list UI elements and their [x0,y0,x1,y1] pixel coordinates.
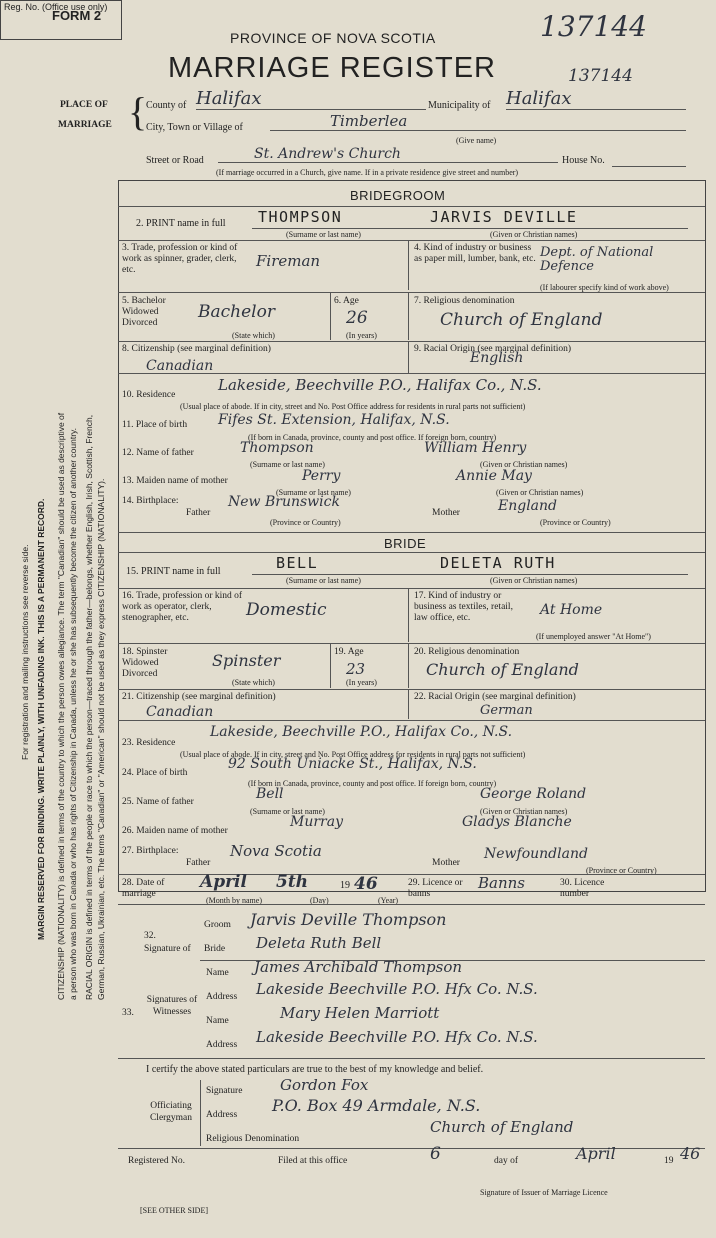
issuer-hint: Signature of Issuer of Marriage Licence [480,1188,608,1197]
groom-mother-label: 13. Maiden name of mother [122,476,228,486]
clergy-address: P.O. Box 49 Armdale, N.S. [272,1096,481,1115]
church-value: St. Andrew's Church [218,146,558,163]
rule [118,904,705,905]
county-value: Halifax [196,88,426,110]
street-label: Street or Road [146,155,204,166]
at-home-hint: (If unemployed answer "At Home") [536,632,651,641]
rule [408,341,409,373]
bride-sig-label: Bride [204,944,226,954]
bride-father-given: George Roland [480,786,587,802]
clergy-address-label: Address [206,1110,238,1120]
rule [118,552,705,553]
registered-label: Registered No. [128,1156,185,1166]
day-of-label: day of [494,1156,519,1166]
w2-address: Lakeside Beechville P.O. Hfx Co. N.S. [256,1028,538,1046]
bride-father-lbl: Father [186,858,211,868]
rule [330,292,331,340]
rule [330,643,331,688]
bride-origin: German [480,703,533,718]
house-line [612,166,686,167]
bride-status-label: 18. Spinster Widowed Divorced [122,647,168,679]
margin-racial-def-1: RACIAL ORIGIN is defined in terms of the people or race to which the person—traced through the father—belongs, whether English, Irish, Scottish, French, [84,414,94,1000]
rule [118,720,705,721]
place-note: (If marriage occurred in a Church, give name. If in a private residence give street and number) [216,168,519,177]
rule [118,1148,705,1149]
clergy-denom: Church of England [430,1118,574,1136]
municipality-label: Municipality of [428,100,491,111]
groom-father-given: William Henry [424,440,527,456]
mother-label: Mother [432,508,460,518]
bride-given-hint: (Given or Christian names) [490,576,578,585]
rule [118,341,705,342]
banns-label: 29. Licence or banns [408,878,463,899]
bride-given: DELETA RUTH [440,554,556,572]
form-number: FORM 2 [52,8,102,23]
bride-birthplace: 92 South Uniacke St., Halifax, N.S. [228,756,477,772]
bride-origin-label: 22. Racial Origin (see marginal definition) [414,692,576,702]
bride-mother-label: 26. Maiden name of mother [122,826,228,836]
house-label: House No. [562,155,605,166]
rule [118,532,705,533]
w2-name-label: Name [206,1016,229,1026]
bride-religion: Church of England [426,660,579,679]
bride-surname-hint-2: (Surname or last name) [250,807,325,816]
groom-father-surname: Thompson [240,440,314,456]
day-hint: (Day) [310,896,329,905]
bride-name-label: 15. PRINT name in full [126,566,221,577]
rule [408,689,409,719]
bride-mother-given: Gladys Blanche [462,814,572,830]
w1-address: Lakeside Beechville P.O. Hfx Co. N.S. [256,980,538,998]
bride-prov-hint: (Province or Country) [586,866,657,875]
date-label: 28. Date of marriage [122,878,165,899]
place-label-1: PLACE OF [60,100,108,110]
sig-label: 32. Signature of [144,931,191,954]
groom-trade-label: 3. Trade, profession or kind of work as spinner, grader, clerk, etc. [122,243,238,275]
in-years-hint: (In years) [346,331,377,340]
bride-birthplaces-label: 27. Birthplace: [122,846,179,856]
see-other-side: [SEE OTHER SIDE] [140,1206,208,1215]
residence-hint: (Usual place of abode. If in city, street and No. Post Office address for residents in rural parts not sufficient) [180,402,526,411]
filed-month: April [576,1144,616,1163]
rule [408,292,409,340]
bride-status: Spinster [212,651,281,670]
bride-residence: Lakeside, Beechville P.O., Halifax Co., N.S. [210,724,513,740]
bride-surname-hint: (Surname or last name) [286,576,361,585]
rule [118,373,705,374]
rule [408,588,409,642]
groom-given: JARVIS DEVILLE [430,208,578,226]
filed-day: 6 [430,1144,441,1164]
county-label: County of [146,100,187,111]
rule [252,574,688,575]
margin-instructions: For registration and mailing instructions see reverse side. [20,544,30,760]
bride-mother-surname: Murray [290,814,343,830]
groom-name-label: 2. PRINT name in full [136,218,226,229]
groom-birthplace-label: 11. Place of birth [122,420,188,430]
father-label: Father [186,508,211,518]
bride-father-birth: Nova Scotia [230,842,322,860]
groom-birthplaces-label: 14. Birthplace: [122,496,179,506]
groom-origin: English [470,350,524,366]
surname-hint: (Surname or last name) [286,230,361,239]
bride-signature: Deleta Ruth Bell [256,934,382,952]
filed-year: 46 [680,1144,701,1163]
reg-label: Reg. No. (Office use only) [4,2,108,12]
bride-mother-birth: Newfoundland [484,846,588,862]
bride-industry-label: 17. Kind of industry or business as textiles, retail, law office, etc. [414,591,513,623]
bride-surname: BELL [276,554,319,572]
reg-number: 137144 [568,66,633,86]
brace: { [128,89,148,134]
groom-citizenship-label: 8. Citizenship (see marginal definition) [122,344,271,354]
bride-birthplace-hint: (If born in Canada, province, county and post office. If foreign born, country) [248,779,497,788]
province-heading: PROVINCE OF NOVA SCOTIA [230,30,436,46]
bride-trade-label: 16. Trade, profession or kind of work as operator, clerk, stenographer, etc. [122,591,243,623]
groom-residence: Lakeside, Beechville P.O., Halifax Co., N.S. [218,376,542,394]
rule [200,1080,201,1146]
city-value: Timberlea [270,112,686,131]
year-hint: (Year) [378,896,399,905]
w1-name: James Archibald Thompson [254,958,463,976]
labourer-hint: (If labourer specify kind of work above) [540,283,669,292]
groom-religion: Church of England [440,310,603,330]
bridegroom-heading: BRIDEGROOM [350,188,446,203]
bride-residence-label: 23. Residence [122,738,176,748]
given-hint: (Given or Christian names) [490,230,578,239]
birthplace-hint: (If born in Canada, province, county and post office. If foreign born, country) [248,433,497,442]
groom-origin-label: 9. Racial Origin (see marginal definition) [414,344,572,354]
licence-number-label: 30. Licence number [560,878,605,899]
groom-industry: Dept. of National Defence [540,245,654,274]
margin-binding-notice: MARGIN RESERVED FOR BINDING. WRITE PLAINLY, WITH UNFADING INK. THIS IS A PERMANENT RECORD. [36,498,46,940]
groom-surname: THOMPSON [258,208,343,226]
groom-mother-birth: England [498,498,558,514]
surname-hint-3: (Surname or last name) [276,488,351,497]
margin-citizenship-def-1: CITIZENSHIP (NATIONALITY) is defined in terms of the country to which the person owes allegiance. The term "Canadian" should be used as descriptive of [56,412,66,1000]
groom-status: Bachelor [198,302,275,322]
groom-mother-surname: Perry [302,468,341,484]
witness-label: Signatures of Witnesses [146,995,198,1017]
rule [408,643,409,688]
marriage-month: April [200,872,247,892]
clergy-signature: Gordon Fox [280,1076,369,1094]
w1-name-label: Name [206,968,229,978]
rule [118,240,705,241]
filed-year-prefix: 19 [664,1156,674,1166]
surname-hint-2: (Surname or last name) [250,460,325,469]
rule [118,1058,705,1059]
bride-state-hint: (State which) [232,678,275,687]
bride-residence-hint: (Usual place of abode. If in city, street and No. Post Office address for residents in rural parts not sufficient) [180,750,526,759]
groom-industry-label: 4. Kind of industry or business as paper mill, lumber, bank, etc. [414,243,536,264]
stamped-number: 137144 [540,10,647,43]
groom-status-label: 5. Bachelor Widowed Divorced [122,296,166,328]
bride-trade: Domestic [246,600,327,620]
officiating-label: Officiating Clergyman [149,1101,193,1123]
rule [118,689,705,690]
bride-religion-label: 20. Religious denomination [414,647,520,657]
rule [118,588,705,589]
bride-industry: At Home [540,602,603,618]
witness-num: 33. [122,1008,134,1018]
groom-mother-given: Annie May [456,468,532,484]
rule [118,643,705,644]
w2-address-label: Address [206,1040,238,1050]
margin-racial-def-2: German, Russian, Ukrainian, etc. The terms "Canadian" or "American" should not be used as they express CITIZENSHIP (NATIONALITY). [96,478,106,1000]
groom-birthplace: Fifes St. Extension, Halifax, N.S. [218,412,450,428]
w2-name: Mary Helen Marriott [280,1004,440,1022]
groom-father-birth: New Brunswick [228,494,340,510]
marriage-day: 5th [276,872,309,892]
margin-citizenship-def-2: a person who was born in Canada or who has rights of Citizenship in Canada, unless he or she has subsequently become the citizen of another country. [68,427,78,1000]
certify-statement: I certify the above stated particulars are true to the best of my knowledge and belief. [146,1064,484,1075]
groom-age-label: 6. Age [334,296,359,306]
rule [252,228,688,229]
groom-father-label: 12. Name of father [122,448,194,458]
rule [408,240,409,290]
groom-citizenship: Canadian [146,358,214,374]
given-hint-2: (Given or Christian names) [480,460,568,469]
bride-age: 23 [346,660,366,678]
state-which-hint: (State which) [232,331,275,340]
banns-value: Banns [478,874,525,892]
bride-mother-lbl: Mother [432,858,460,868]
bride-years-hint: (In years) [346,678,377,687]
groom-religion-label: 7. Religious denomination [414,296,515,306]
bride-citizenship-label: 21. Citizenship (see marginal definition) [122,692,276,702]
marriage-year: 46 [354,874,378,894]
bride-given-hint-2: (Given or Christian names) [480,807,568,816]
bride-father-label: 25. Name of father [122,797,194,807]
place-label-2: MARRIAGE [58,120,112,130]
give-name-hint: (Give name) [456,136,497,145]
w1-address-label: Address [206,992,238,1002]
city-label: City, Town or Village of [146,122,243,133]
prov-hint-2: (Province or Country) [540,518,611,527]
bride-citizenship: Canadian [146,704,214,720]
bride-heading: BRIDE [384,536,427,551]
prov-hint-1: (Province or Country) [270,518,341,527]
rule [118,292,705,293]
municipality-value: Halifax [506,88,686,110]
page-title: MARRIAGE REGISTER [168,52,496,84]
bride-age-label: 19. Age [334,647,364,657]
month-hint: (Month by name) [206,896,262,905]
clergy-sig-label: Signature [206,1086,243,1096]
groom-residence-label: 10. Residence [122,390,176,400]
year-prefix: 19 [340,880,350,891]
bride-birthplace-label: 24. Place of birth [122,768,188,778]
groom-age: 26 [346,308,368,328]
groom-signature: Jarvis Deville Thompson [250,910,447,929]
filed-label: Filed at this office [278,1156,348,1166]
clergy-denom-label: Religious Denomination [206,1134,300,1144]
groom-sig-label: Groom [204,920,231,930]
given-hint-3: (Given or Christian names) [496,488,584,497]
bride-father-surname: Bell [256,786,284,802]
rule [118,206,705,207]
groom-trade: Fireman [256,252,321,270]
